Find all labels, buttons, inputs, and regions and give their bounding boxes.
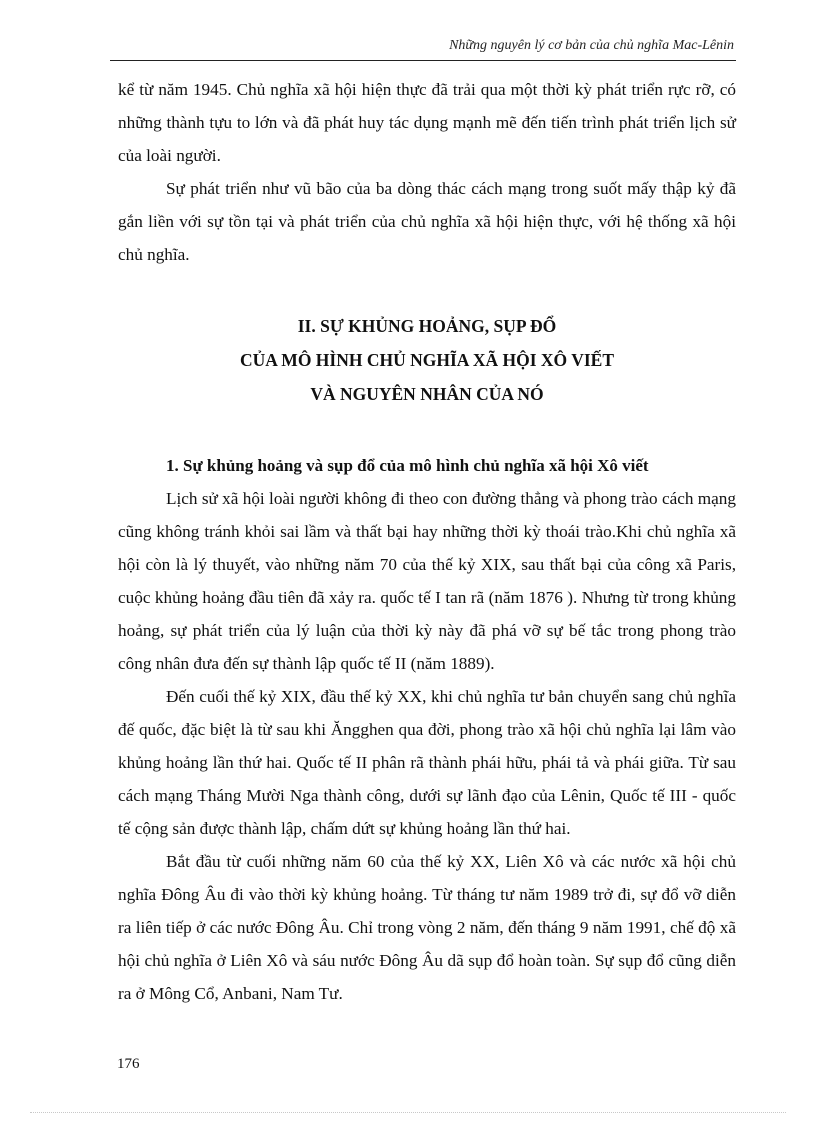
page-number: 176 [117, 1056, 140, 1072]
page-body [118, 73, 736, 1010]
header-divider [110, 60, 736, 61]
paragraph: Sự phát triển như vũ bão của ba dòng thác cách mạng trong suốt mấy thập kỷ đã gắn liền với sự tồn tại và phát triển của chủ nghĩa xã hội hiện thực, với hệ thống xã hội chủ nghĩa. [118, 179, 736, 264]
paragraph-continued: kể từ năm 1945. Chủ nghĩa xã hội hiện thực đã trải qua một thời kỳ phát triển rực rỡ, có những thành tựu to lớn và đã phát huy tác dụng mạnh mẽ đến tiến trình phát triển lịch sử của loài người. [118, 80, 736, 165]
paragraph: Lịch sử xã hội loài người không đi theo con đường thẳng và phong trào cách mạng cũng không tránh khỏi sai lầm và thất bại hay những thời kỳ thoái trào.Khi chủ nghĩa xã hội còn là lý thuyết, vào những năm 70 của thế kỷ XIX, sau thất bại của công xã Paris, cuộc khủng hoảng đầu tiên đã xảy ra. quốc tế I tan rã (năm 1876 ). Nhưng từ trong khủng hoảng, sự phát triển của lý luận của thời kỳ này đã phá vỡ sự bế tắc trong phong trào công nhân đưa đến sự thành lập quốc tế II (năm 1889). [118, 489, 736, 673]
running-header: Những nguyên lý cơ bản của chủ nghĩa Mac-Lênin [449, 38, 734, 53]
section-heading-line: VÀ NGUYÊN NHÂN CỦA NÓ [310, 384, 544, 404]
page-edge-divider [30, 1112, 786, 1113]
subsection-heading: 1. Sự khủng hoảng và sụp đổ của mô hình chủ nghĩa xã hội Xô viết [166, 456, 649, 475]
paragraph: Bắt đầu từ cuối những năm 60 của thế kỷ XX, Liên Xô và các nước xã hội chủ nghĩa Đông Âu đi vào thời kỳ khủng hoảng. Từ tháng tư năm 1989 trở đi, sự đổ vỡ diễn ra liên tiếp ở các nước Đông Âu. Chỉ trong vòng 2 năm, đến tháng 9 năm 1991, chế độ xã hội chủ nghĩa ở Liên Xô và sáu nước Đông Âu dã sụp đổ hoàn toàn. Sự sụp đổ cũng diễn ra ở Mông Cổ, Anbani, Nam Tư. [118, 852, 736, 1003]
section-heading [118, 309, 736, 411]
section-heading-line: II. SỰ KHỦNG HOẢNG, SỤP ĐỔ [297, 316, 557, 336]
section-heading-line: CỦA MÔ HÌNH CHỦ NGHĨA XÃ HỘI XÔ VIẾT [239, 350, 615, 370]
paragraph: Đến cuối thế kỷ XIX, đầu thế kỷ XX, khi chủ nghĩa tư bản chuyển sang chủ nghĩa đế quốc, đặc biệt là từ sau khi Ăngghen qua đời, phong trào xã hội chủ nghĩa lại lâm vào khủng hoảng lần thứ hai. Quốc tế II phân rã thành phái hữu, phái tả và phái giữa. Từ sau cách mạng Tháng Mười Nga thành công, dưới sự lãnh đạo của Lênin, Quốc tế III - quốc tế cộng sản được thành lập, chấm dứt sự khủng hoảng lần thứ hai. [118, 687, 736, 838]
